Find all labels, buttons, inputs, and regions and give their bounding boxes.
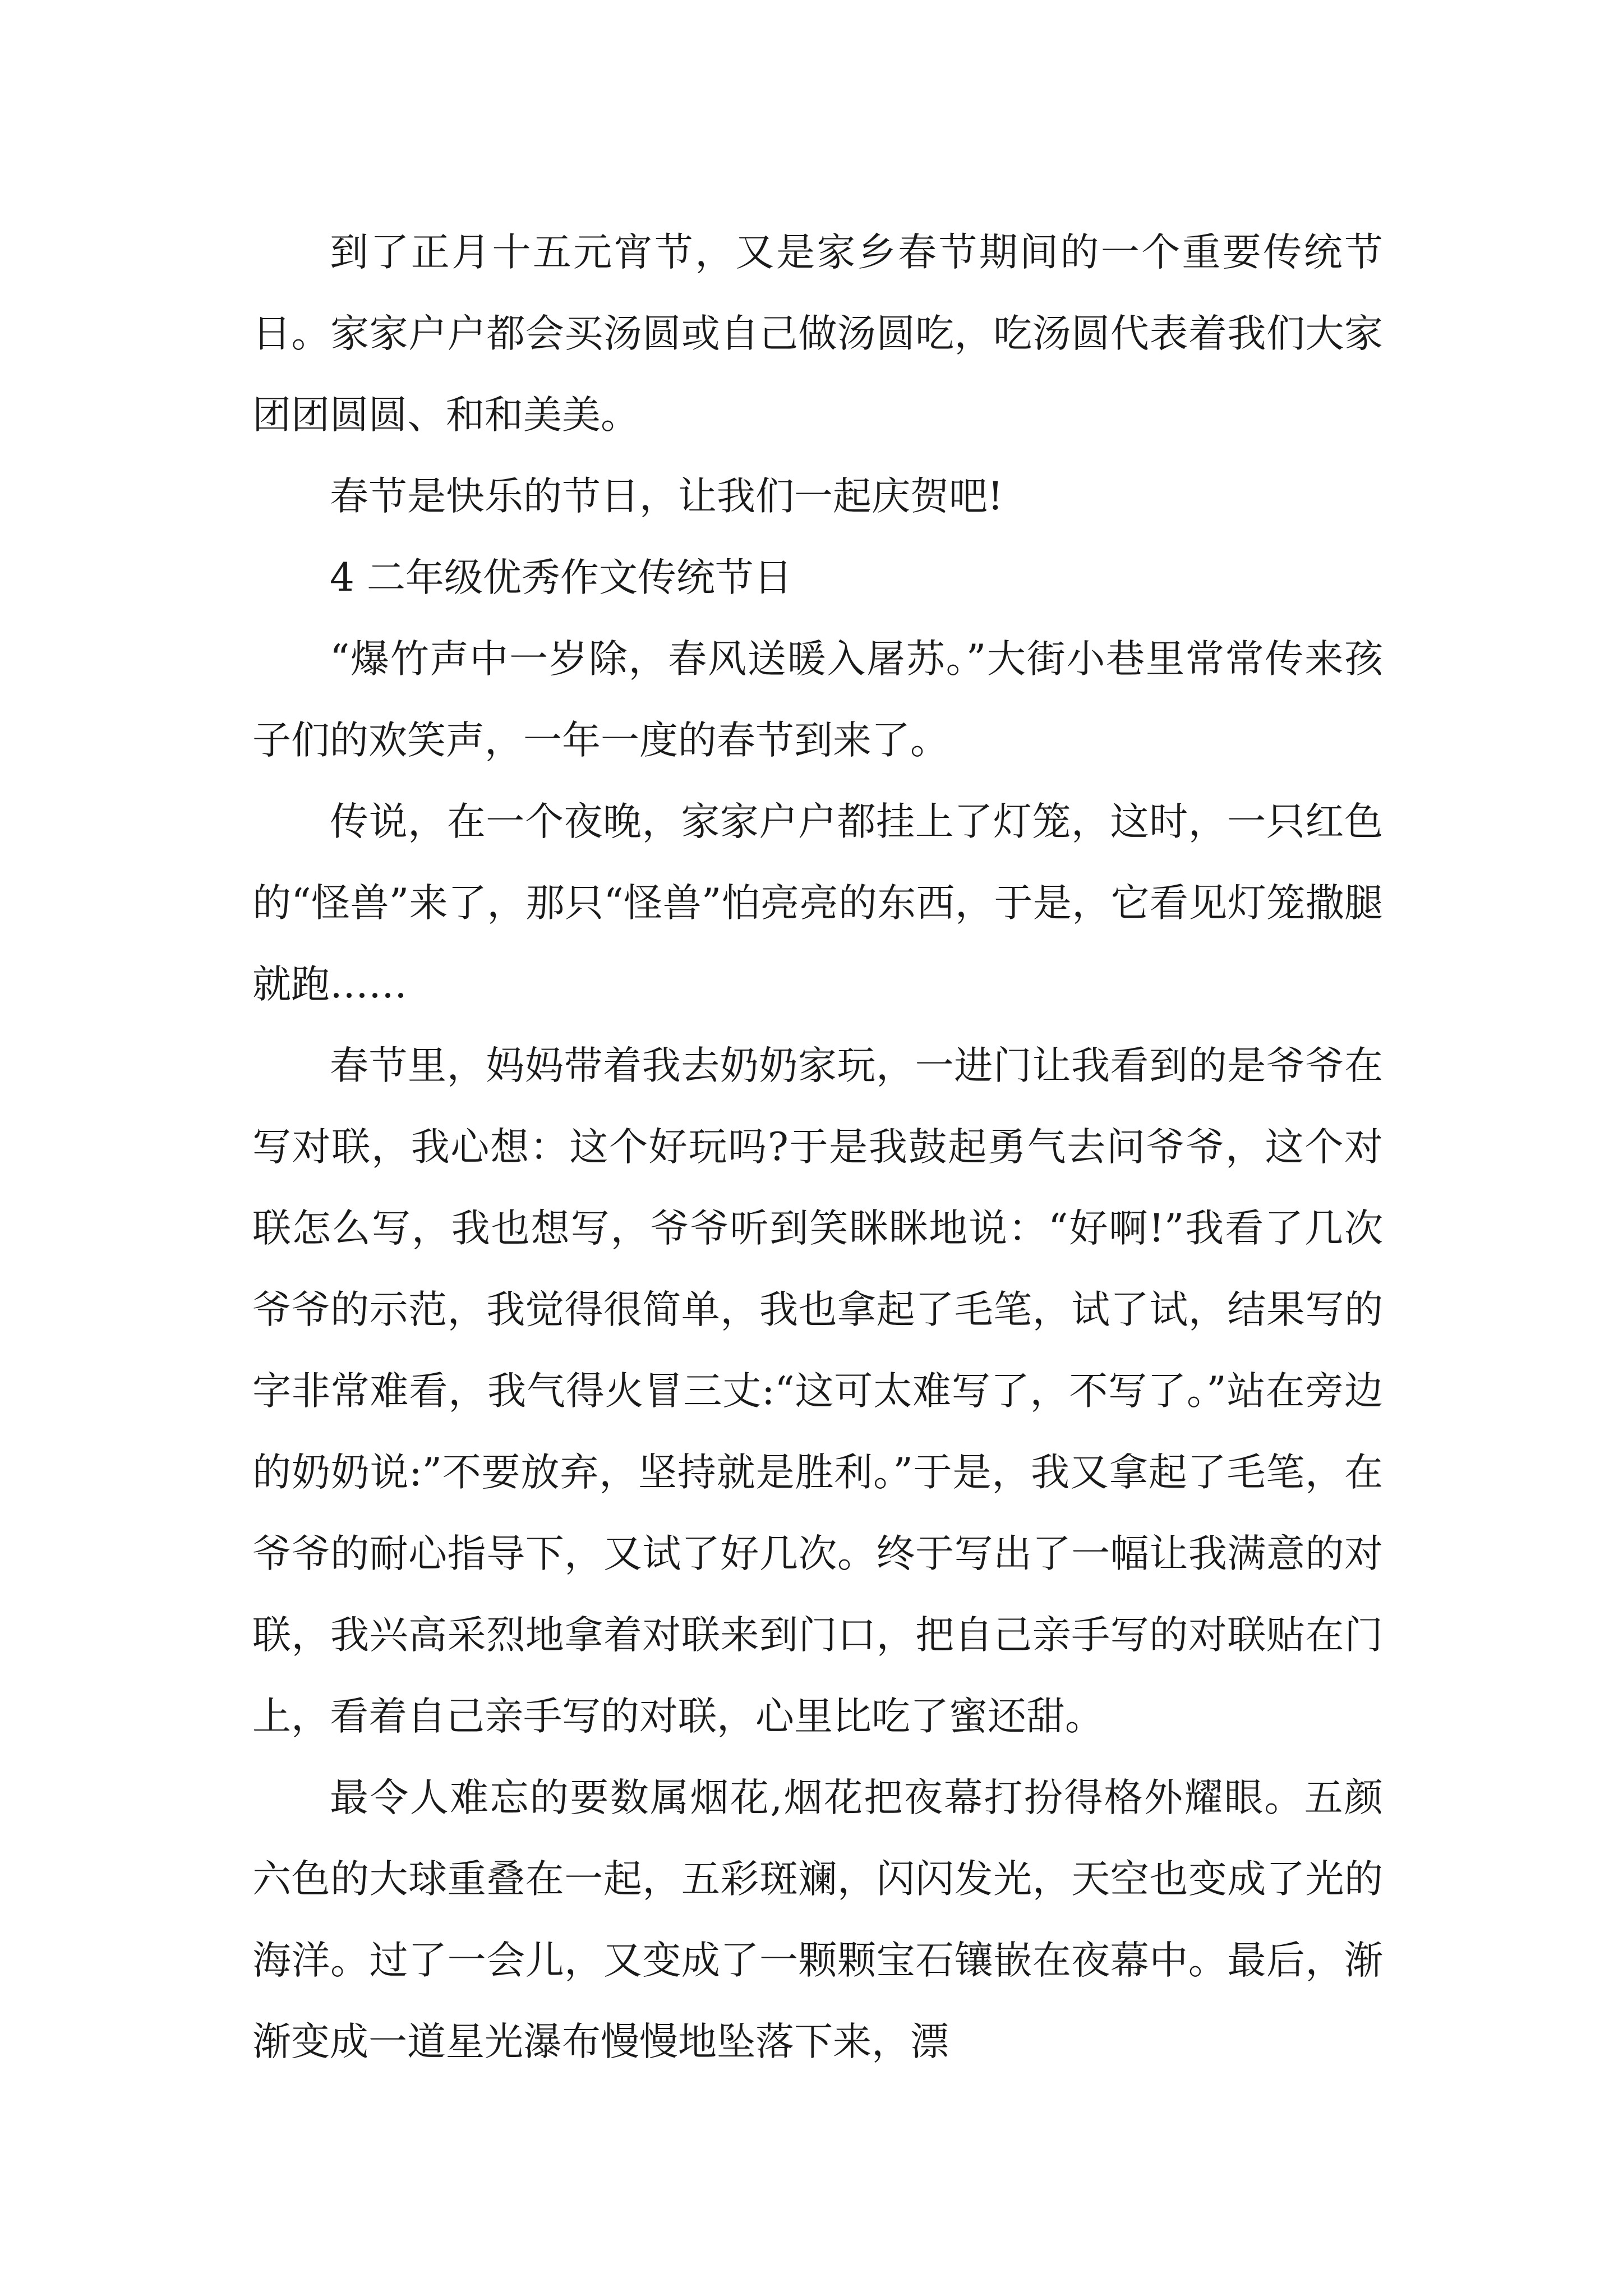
paragraph-spring-festival-happy: 春节是快乐的节日，让我们一起庆贺吧! bbox=[330, 474, 1003, 519]
essay-heading: 4 二年级优秀作文传统节日 bbox=[330, 555, 792, 600]
paragraph-couplets: 春节里，妈妈带着我去奶奶家玩，一进门让我看到的是爷爷在写对联，我心想：这个好玩吗?于是我鼓起勇气去问爷爷，这个对联怎么写，我也想写，爷爷听到笑眯眯地说：“好啊!”我看了几次爷爷的示范，我觉得很简单，我也拿起了毛笔，试了试，结果写的字非常难看，我气得火冒三丈:“这可太难写了，不写了。”站在旁边的奶奶说:”不要放弃，坚持就是胜利。”于是，我又拿起了毛笔，在爷爷的耐心指导下，又试了好几次。终于写出了一幅让我满意的对联，我兴高采烈地拿着对联来到门口，把自己亲手写的对联贴在门上，看着自己亲手写的对联，心里比吃了蜜还甜。 bbox=[252, 1043, 1383, 1739]
document-body bbox=[252, 212, 1383, 2064]
paragraph-fireworks: 最令人难忘的要数属烟花,烟花把夜幕打扮得格外耀眼。五颜六色的大球重叠在一起，五彩斑斓，闪闪发光，天空也变成了光的海洋。过了一会儿，又变成了一颗颗宝石镶嵌在夜幕中。最后，渐渐变成一道星光瀑布慢慢地坠落下来，漂 bbox=[252, 1775, 1383, 2064]
paragraph-lantern-festival: 到了正月十五元宵节，又是家乡春节期间的一个重要传统节日。家家户户都会买汤圆或自己做汤圆吃，吃汤圆代表着我们大家团团圆圆、和和美美。 bbox=[252, 230, 1383, 438]
paragraph-firecracker-poem: “爆竹声中一岁除，春风送暖入屠苏。”大街小巷里常常传来孩子们的欢笑声，一年一度的春节到来了。 bbox=[252, 637, 1383, 763]
paragraph-legend: 传说，在一个夜晚，家家户户都挂上了灯笼，这时，一只红色的“怪兽”来了，那只“怪兽”怕亮亮的东西，于是，它看见灯笼撒腿就跑…… bbox=[252, 799, 1383, 1007]
